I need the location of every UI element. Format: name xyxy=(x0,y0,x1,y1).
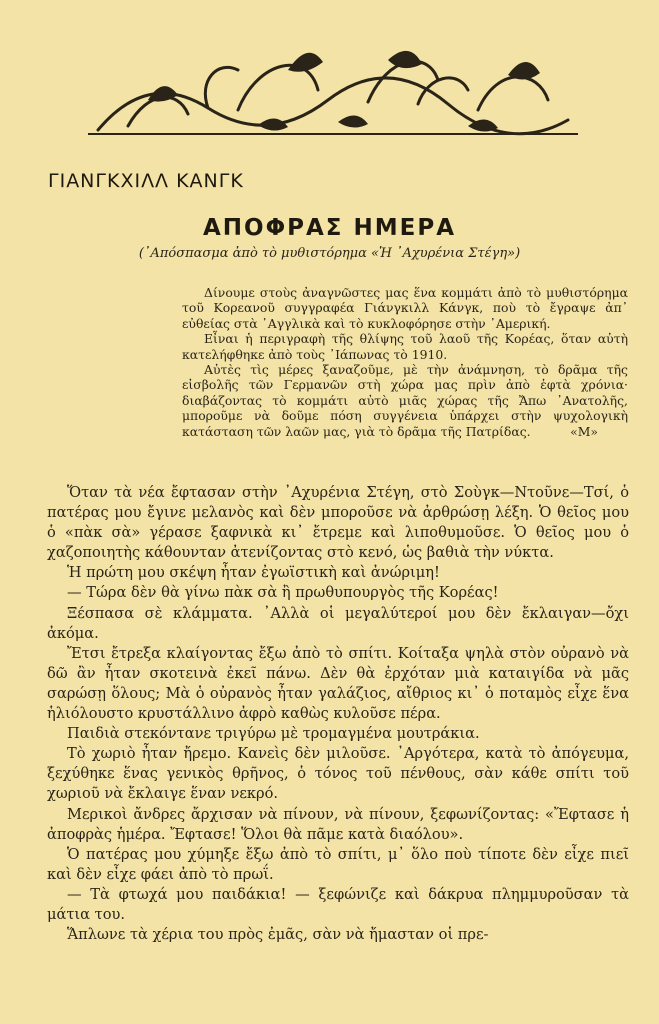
intro-paragraph: Αὐτὲς τὶς μέρες ξαναζοῦμε, μὲ τὴν ἀνάμνηση, τὸ δρᾶμα τῆς εἰσβολῆς τῶν Γερμανῶν στὴ χώρα μας πρὶν ἀπὸ ἑφτὰ χρόνια· διαβάζοντας τὸ κομμάτι αὐτὸ μιᾶς χώρας τῆς Ἄπω ᾿Ανατολῆς, μποροῦμε νὰ δοῦμε πόση συγγένεια ὑπάρχει στὴν ψυχολογικὴ κατάσταση τῶν λαῶν μας, γιὰ τὸ δρᾶμα τῆς Πατρίδας. xyxy=(182,362,628,439)
story-text xyxy=(47,483,629,945)
intro-paragraph: Δίνουμε στοὺς ἀναγνῶστες μας ἕνα κομμάτι ἀπὸ τὸ μυθιστόρημα τοῦ Κορεανοῦ συγγραφέα Γιάνγκιλλ Κάνγκ, ποὺ τὸ ἔγραψε ἀπ᾿ εὐθείας στὰ ᾿Αγγλικὰ καὶ τὸ κυκλοφόρησε στὴν ᾿Αμερική. xyxy=(182,285,628,331)
subtitle: (᾿Απόσπασμα ἀπὸ τὸ μυθιστόρημα «Ἡ ᾿Αχυρένια Στέγη») xyxy=(138,246,521,261)
floral-ornament-icon xyxy=(88,30,578,142)
body-paragraph: — Τώρα δὲν θὰ γίνω πὰκ σὰ ἢ πρωθυπουργὸς τῆς Κορέας! xyxy=(67,584,499,602)
body-paragraph: Παιδιὰ στεκόντανε τριγύρω μὲ τρομαγμένα μουτράκια. xyxy=(67,725,480,743)
body-paragraph: Ἅπλωνε τὰ χέρια του πρὸς ἐμᾶς, σὰν νὰ ἤμασταν οἱ πρε- xyxy=(67,926,489,944)
body-paragraph: Μερικοὶ ἄνδρες ἄρχισαν νὰ πίνουν, νὰ πίνουν, ξεφωνίζοντας: «Ἔφτασε ἡ ἀποφρὰς ἡμέρα. Ἔφτασε! Ὅλοι θὰ πᾶμε κατὰ διαόλου». xyxy=(47,805,629,843)
body-paragraph: — Τὰ φτωχά μου παιδάκια! — ξεφώνιζε καὶ δάκρυα πλημμυροῦσαν τὰ μάτια του. xyxy=(47,885,629,923)
intro-signature: «Μ» xyxy=(570,423,598,439)
body-paragraph: Ξέσπασα σὲ κλάμματα. ᾿Αλλὰ οἱ μεγαλύτεροί μου δὲν ἔκλαιγαν—ὄχι ἀκόμα. xyxy=(47,604,629,642)
body-paragraph: Ἔτσι ἔτρεξα κλαίγοντας ἔξω ἀπὸ τὸ σπίτι. Κοίταξα ψηλὰ στὸν οὐρανὸ νὰ δῶ ἂν ἦταν σκοτεινὰ ἐκεῖ πάνω. Δὲν θὰ ἐρχόταν μιὰ καταιγίδα νὰ μᾶς σαρώσῃ ὅλους; Μὰ ὁ οὐρανὸς ἦταν γαλάζιος, αἴθριος κι᾿ ὁ ποταμὸς εἶχε ἕνα ἡλιόλουστο κρυστάλλινο ἀφρὸ καθὼς κυλοῦσε πέρα. xyxy=(47,644,629,723)
body-paragraph: Ὅταν τὰ νέα ἔφτασαν στὴν ᾿Αχυρένια Στέγη, στὸ Σοὺγκ—Ντοῦνε—Τσί, ὁ πατέρας μου ἔγινε μελανὸς καὶ δὲν μποροῦσε νὰ ἀρθρώσῃ λέξη. Ὁ θεῖος μου ὁ «πὰκ σὰ» γέρασε ξαφνικὰ κι᾿ ἔτρεμε καὶ λιποθυμοῦσε. Ὁ θεῖος μου ὁ χαζοποιητὴς κάθουνταν ἀτενίζοντας στὸ κενό, ὡς βαθιὰ τὴν νύκτα. xyxy=(47,484,629,562)
author-name: ΓΙΑΝΓΚΧΙΛΛ ΚΑΝΓΚ xyxy=(48,170,244,192)
body-paragraph: Ἡ πρώτη μου σκέψη ἦταν ἐγωϊστικὴ καὶ ἀνώριμη! xyxy=(67,564,440,582)
body-paragraph: Τὸ χωριὸ ἦταν ἤρεμο. Κανεὶς δὲν μιλοῦσε. ᾿Αργότερα, κατὰ τὸ ἀπόγευμα, ξεχύθηκε ἕνας γενικὸς θρῆνος, ὁ τόνος τοῦ πένθους, σὰν κάθε σπίτι τοῦ χωριοῦ νὰ ἔκλαιγε ἕναν νεκρό. xyxy=(47,745,629,803)
body-paragraph: Ὁ πατέρας μου χύμηξε ἔξω ἀπὸ τὸ σπίτι, μ᾿ ὅλο ποὺ τίποτε δὲν εἶχε πιεῖ καὶ δὲν εἶχε φάει ἀπὸ τὸ πρωΐ. xyxy=(47,845,629,883)
intro-paragraph: Εἶναι ἡ περιγραφὴ τῆς θλίψης τοῦ λαοῦ τῆς Κορέας, ὅταν αὐτὴ κατελήφθηκε ἀπὸ τοὺς ᾿Ιάπωνας τὸ 1910. xyxy=(182,331,628,362)
page-title: ΑΠΟΦΡΑΣ ΗΜΕΡΑ xyxy=(202,215,457,241)
editorial-intro xyxy=(182,285,628,439)
